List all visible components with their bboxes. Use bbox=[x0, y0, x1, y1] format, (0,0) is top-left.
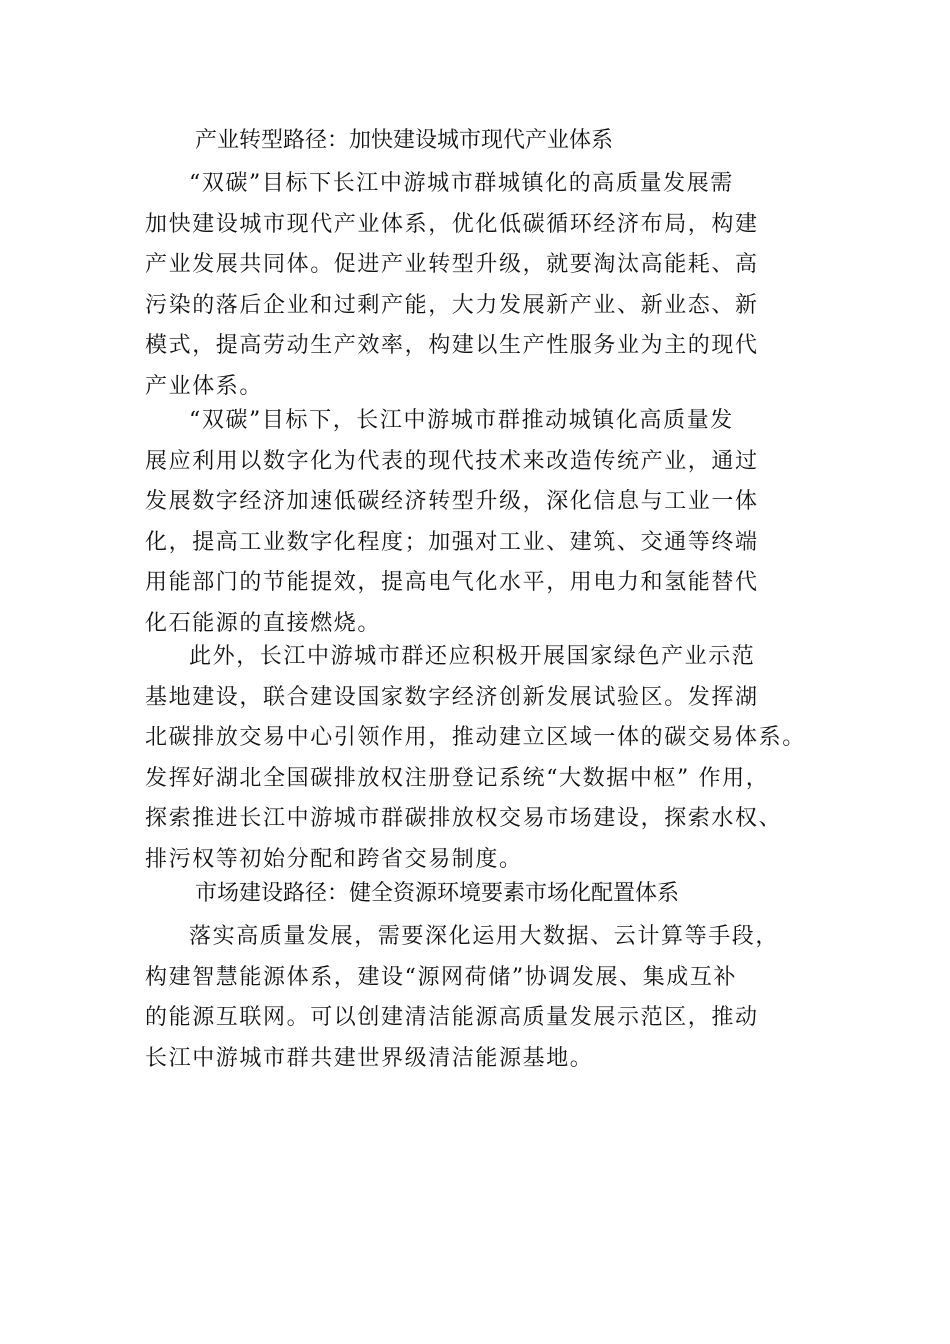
text-line: 构建智慧能源体系，建设“源网荷储”协调发展、集成互补 bbox=[145, 964, 738, 990]
text-line: 的能源互联网。可以创建清洁能源高质量发展示范区，推动 bbox=[145, 1005, 759, 1030]
text-line: 化石能源的直接燃烧。 bbox=[145, 610, 382, 636]
paragraph-industry-2 bbox=[145, 401, 845, 644]
text-line: 用能部门的节能提效，提高电气化水平，用电力和氢能替代 bbox=[145, 570, 759, 595]
section-heading-market: 市场建设路径：健全资源环境要素市场化配置体系 bbox=[195, 881, 680, 906]
text-line: 展应利用以数字化为代表的现代技术来改造传统产业，通过 bbox=[145, 448, 759, 474]
text-line: 模式，提高劳动生产效率，构建以生产性服务业为主的现代 bbox=[145, 333, 759, 358]
text-line: 此外，长江中游城市群还应积极开展国家绿色产业示范 bbox=[189, 644, 756, 669]
text-line: 基地建设，联合建设国家数字经济创新发展试验区。发挥湖 bbox=[145, 684, 759, 710]
text-line: 污染的落后企业和过剩产能，大力发展新产业、新业态、新 bbox=[145, 292, 759, 318]
text-line: 探索推进长江中游城市群碳排放权交易市场建设，探索水权、 bbox=[145, 806, 783, 831]
text-line: “双碳”目标下，长江中游城市群推动城镇化高质量发 bbox=[189, 408, 734, 433]
text-line: 落实高质量发展，需要深化运用大数据、云计算等手段， bbox=[189, 924, 780, 949]
text-line: 加快建设城市现代产业体系，优化低碳循环经济布局，构建 bbox=[145, 211, 759, 237]
text-line: 产业发展共同体。促进产业转型升级，就要淘汰高能耗、高 bbox=[145, 252, 759, 277]
text-line: 发展数字经济加速低碳经济转型升级，深化信息与工业一体 bbox=[145, 489, 759, 514]
text-line: 产业体系。 bbox=[145, 373, 264, 399]
paragraph-industry-1 bbox=[145, 164, 845, 407]
text-line: “双碳”目标下长江中游城市群城镇化的高质量发展需 bbox=[189, 171, 734, 196]
text-line: 长江中游城市群共建世界级清洁能源基地。 bbox=[145, 1045, 594, 1071]
text-line: 发挥好湖北全国碳排放权注册登记系统“大数据中枢” 作用， bbox=[145, 765, 770, 791]
text-line: 排污权等初始分配和跨省交易制度。 bbox=[145, 846, 523, 872]
text-line: 北碳排放交易中心引领作用，推动建立区域一体的碳交易体系。 bbox=[145, 725, 806, 750]
text-line: 化，提高工业数字化程度；加强对工业、建筑、交通等终端 bbox=[145, 529, 759, 555]
paragraph-market-1 bbox=[145, 917, 845, 1079]
paragraph-industry-3 bbox=[145, 637, 845, 880]
section-heading-industry: 产业转型路径：加快建设城市现代产业体系 bbox=[195, 128, 614, 153]
